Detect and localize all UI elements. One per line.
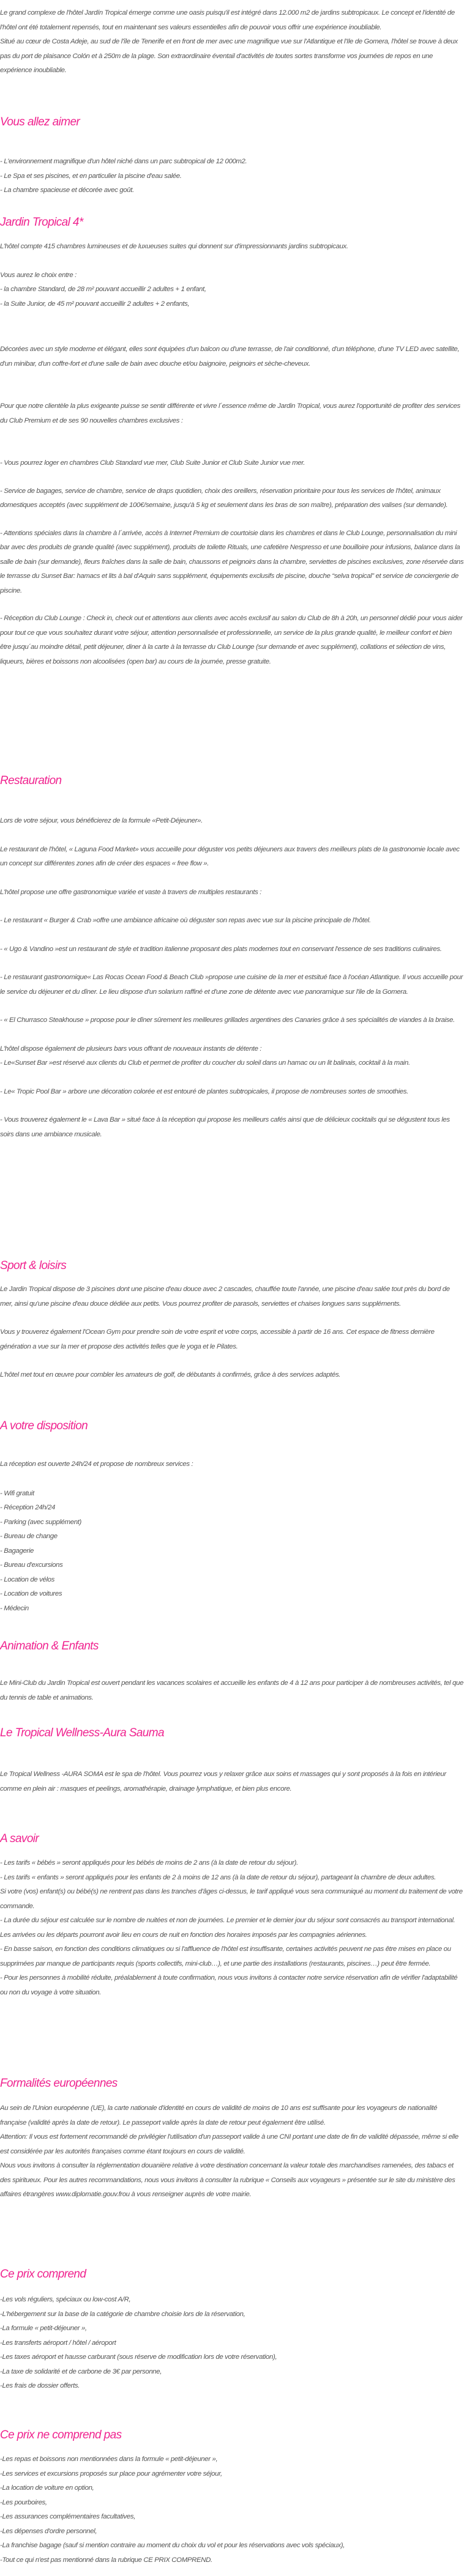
club-attentions: - Attentions spéciales dans la chambre à l´arrivée, accès à Internet Premium de courtoisie dans les chambres et dans le Club Lounge, personnalisation du mini bar avec des produits de grande qualité (avec supplément), produits de toilette Rituals, une cafetière Nespresso et une bouilloire pour infusions, balance dans la salle de bain (sur demande), fleurs fraîches dans la salle de bain, chaussons et peignoirs dans la chambre, serviettes de piscines exclusives, zone réservée dans le terrasse du Sunset Bar: hamacs et lits à bal d'Aquin sans supplément, équipements exclusifs de piscine, douche “selva tropical” et service de conciergerie de piscine. [0,529,464,594]
disposition-intro: La réception est ouverte 24h/24 et propose de nombreux services : [0,1460,193,1468]
section-title-animation: Animation & Enfants [0,1640,99,1653]
intro-section [0,6,464,78]
room-junior: - la Suite Junior, de 45 m² pouvant accueillir 2 adultes + 2 enfants, [0,300,190,308]
offer-text: L'hôtel propose une offre gastronomique variée et vaste à travers de multiples restaurants : [0,888,262,896]
list-item: -La formule « petit-déjeuner », [0,2325,87,2332]
info-item: - Les tarifs « bébés » seront appliqués pour les bébés de moins de 2 ans (à la date de retour du séjour). [0,1859,298,1867]
list-item: -Les vols réguliers, spéciaux ou low-cost A/R, [0,2296,131,2303]
info-item: - La durée du séjour est calculée sur le nombre de nuitées et non de journées. Le premier et le dernier jour du séjour sont consacrés au transport international. Les arrivées ou les départs pourront avoir lieu en cours de nuit en fonction des horaires imposés par les compagnies aériennes. [0,1917,455,1939]
hotel-section [0,240,464,311]
section-title-a-savoir: A savoir [0,1832,39,1845]
formalites-text: Au sein de l'Union européenne (UE), la carte nationale d'identité en cours de validité de moins de 10 ans est suffisante pour les voyageurs de nationalité française (validité après la date de retour). Le passeport valide après la date de retour peut également être utilisé. [0,2104,438,2126]
animation-section [0,1676,464,1705]
bar-tropic: - Le« Tropic Pool Bar » arbore une décoration colorée et est entouré de plantes subtropicales, il propose de nombreuses sortes de smoothies. [0,1087,408,1095]
list-item: -Les repas et boissons non mentionnées dans la formule « petit-déjeuner », [0,2456,218,2463]
sport-section [0,1282,464,1383]
section-title-vous-allez-aimer: Vous allez aimer [0,116,80,128]
club-services: - Service de bagages, service de chambre, service de draps quotidien, choix des oreillers, réservation prioritaire pour tous les services de l'hôtel, animaux domestiques acceptés (avec supplément de 100€/semaine, jusqu'à 5 kg et seulement dans les bras de son maître), préparation des valises (sur demande). [0,487,448,509]
intro-paragraph: Situé au cœur de Costa Adeje, au sud de l'île de Tenerife et en front de mer avec une magnifique vue sur l'Atlantique et l'Ile de Gomera, l'hôtel se trouve à deux pas du port de plaisance Colón et à 250m de la plage. Son extraordinaire éventail d'activités de toutes sortes transforme vos journées de repos en une expérience inoubliable. [0,38,458,74]
list-item: -La location de voiture en option, [0,2484,94,2492]
section-title-disposition: A votre disposition [0,1419,88,1432]
list-item: - Médecin [0,1604,29,1612]
bar-sunset: - Le«Sunset Bar »est réservé aux clients du Club et permet de profiter du coucher du soleil dans un hamac ou un lit balinais, cocktail à la main. [0,1059,410,1067]
section-title-wellness: Le Tropical Wellness-Aura Sauma [0,1727,164,1739]
restaurant-rocas: - Le restaurant gastronomique« Las Rocas Ocean Food & Beach Club »propose une cuisine de la mer et estsitué face à l'océan Atlantique. Il vous accueille pour le service du déjeuner et du dîner. Le lieu dispose d'un solarium raffiné et d'une zone de détente avec vue panoramique sur l'ile de la Gomera. [0,974,463,996]
a-savoir-section [0,1856,464,2000]
list-item: -L'hébergement sur la base de la catégorie de chambre choisie lors de la réservation, [0,2310,245,2318]
list-item: -Les assurances complémentaires facultatives, [0,2513,136,2520]
list-item: -La taxe de solidarité et de carbone de 3€ par personne, [0,2367,162,2375]
formalites-text: Nous vous invitons à consulter la réglementation douanière relative à votre destination concernant la valeur totale des marchandises ramenées, des tabacs et des spiritueux. Pour les autres recommandations, nous vous invitons à consulter la rubrique « Conseils aux voyageurs » présentée sur le site du ministère des affaires étrangères www.diplomatie.gouv.frou à vous renseigner auprès de votre mairie. [0,2162,455,2198]
wellness-section [0,1767,464,1796]
list-item: - Réception 24h/24 [0,1504,55,1511]
section-title-restauration: Restauration [0,774,62,787]
ne-comprend-pas-list [0,2452,464,2567]
bars-intro: L'hôtel dispose également de plusieurs bars vous offrant de nouveaux instants de détente : [0,1045,262,1053]
list-item: -Les frais de dossier offerts. [0,2382,80,2389]
section-title-hotel: Jardin Tropical 4* [0,216,83,229]
list-item: -Tout ce qui n'est pas mentionné dans la rubrique CE PRIX COMPREND. [0,2556,212,2564]
formalites-section [0,2101,464,2202]
list-item: -Les transferts aéroport / hôtel / aéroport [0,2339,116,2347]
restauration-section [0,814,464,1142]
gym-text: Vous y trouverez également l'Ocean Gym pour prendre soin de votre esprit et votre corps, accessible à partir de 16 ans. Cet espace de fitness dernière génération a vue sur la mer et propose des activités telles que le yoga et le Pilates. [0,1328,435,1350]
section-title-formalites: Formalités européennes [0,2077,118,2090]
list-item: -Les pourboires, [0,2498,47,2506]
list-item: - Wifi gratuit [0,1489,34,1497]
room-decor: Décorées avec un style moderne et élégant, elles sont équipées d'un balcon ou d'une terrasse, de l'air conditionné, d'un téléphone, d'une TV LED avec satellite, d'un minibar, d'un coffre-fort et d'une salle de bain avec douche et/ou baignoire, peignoirs et sèche-cheveux. [0,346,460,368]
section-title-sport: Sport & loisirs [0,1259,67,1272]
section-title-ne-comprend-pas: Ce prix ne comprend pas [0,2429,122,2441]
formalites-text: Attention: Il vous est fortement recommandé de privilégier l'utilisation d'un passeport valide à une CNI portant une date de fin de validité dépassée, même si elle est considérée par les autorités françaises comme étant toujours en cours de validité. [0,2133,458,2155]
list-item: -La franchise bagage (sauf si mention contraire au moment du choix du vol et pour les réservations avec vols spéciaux), [0,2542,345,2549]
comprend-list [0,2293,464,2394]
list-item: - Location de voitures [0,1590,62,1597]
club-rooms: - Vous pourrez loger en chambres Club Standard vue mer, Club Suite Junior et Club Suite Junior vue mer. [0,459,305,467]
info-item: - Pour les personnes à mobilité réduite, préalablement à toute confirmation, nous vous invitons à contacter notre service réservation afin de vérifier l'adaptabilité ou non du voyage à votre situation. [0,1974,458,1996]
formula-text: Lors de votre séjour, vous bénéficierez de la formule «Petit-Déjeuner». [0,817,203,824]
restaurant-burger: - Le restaurant « Burger & Crab »offre une ambiance africaine où déguster son repas avec vue sur la piscine principale de l'hôtel. [0,917,371,924]
pools-text: Le Jardin Tropical dispose de 3 piscines dont une piscine d'eau douce avec 2 cascades, chauffée toute l'année, une piscine d'eau salée tout près du bord de mer, ainsi qu'une piscine d'eau douce dédiée aux petits. Vous pourrez profiter de parasols, serviettes et chaises longues sans suppléments. [0,1286,450,1308]
list-item: - Bureau de change [0,1533,58,1540]
restaurant-churrasco: - « El Churrasco Steakhouse » propose pour le dîner sûrement les meilleures grillades argentines des Canaries grâce à ses spécialités de viandes à la braise. [0,1016,455,1024]
highlights-list [0,155,464,198]
disposition-section [0,1457,464,1616]
wellness-text: Le Tropical Wellness -AURA SOMA est le spa de l'hôtel. Vous pourrez vous y relaxer grâce aux soins et massages qui y sont proposés à la fois en intérieur comme en plein air : masques et peelings, aromathérapie, drainage lymphatique, et bien plus encore. [0,1771,446,1793]
bar-lava: - Vous trouverez également le « Lava Bar » situé face à la réception qui propose les meilleurs cafés ainsi que de délicieux cocktails qui se dégustent tous les soirs dans une ambiance musicale. [0,1116,450,1138]
list-item: - Le Spa et ses piscines, et en particulier la piscine d'eau salée. [0,172,182,180]
club-intro: Pour que notre clientèle la plus exigeante puisse se sentir différente et vivre l´essence même de Jardin Tropical, vous aurez l'opportunité de profiter des services du Club Premium et de ses 90 nouvelles chambres exclusives : [0,402,460,424]
room-standard: - la chambre Standard, de 28 m² pouvant accueillir 2 adultes + 1 enfant, [0,286,206,293]
list-item: -Les taxes aéroport et hausse carburant (sous réserve de modification lors de votre réservation), [0,2353,277,2361]
section-title-comprend: Ce prix comprend [0,2268,86,2281]
hotel-intro: L'hôtel compte 415 chambres lumineuses et de luxueuses suites qui donnent sur d'impressionnants jardins subtropicaux. [0,243,348,250]
hotel-details [0,342,464,669]
golf-text: L'hôtel met tout en œuvre pour combler les amateurs de golf, de débutants à confirmés, grâce à des services adaptés. [0,1371,341,1379]
list-item: - L'environnement magnifique d'un hôtel niché dans un parc subtropical de 12 000m2. [0,158,247,165]
list-item: -Les dépenses d'ordre personnel, [0,2527,97,2535]
room-choice-label: Vous aurez le choix entre : [0,271,77,279]
info-item: Si votre (vos) enfant(s) ou bébé(s) ne rentrent pas dans les tranches d'âges ci-dessus, le tarif appliqué vous sera communiqué au moment du traitement de votre commande. [0,1888,463,1910]
club-lounge: - Réception du Club Lounge : Check in, check out et attentions aux clients avec accès exclusif au salon du Club de 8h à 20h, un personnel dédié pour vous aider pour tout ce que vous souhaitez durant votre séjour, attention personnalisée et professionnelle, un service de la plus grande qualité, le meilleur confort et bien être jusqu´au moindre détail, petit déjeuner, diner à la carte à la terrasse du Club Lounge (sur demande et avec supplément), collations et sélection de vins, liqueurs, bières et boissons non alcoolisées (open bar) au cours de la journée, presse gratuite. [0,615,463,665]
restaurant-ugo: - « Ugo & Vandino »est un restaurant de style et tradition italienne proposant des plats modernes tout en conservant l'essence de ses traditions culinaires. [0,945,442,953]
info-item: - En basse saison, en fonction des conditions climatiques ou si l'affluence de l'hôtel est insuffisante, certaines activités peuvent ne pas être mises en place ou supprimées par manque de participants requis (sports collectifs, mini-club…), et une partie des installations (restaurants, piscines…) peut être fermée. [0,1945,451,1967]
list-item: - Bagagerie [0,1547,34,1555]
services-list [0,1487,464,1616]
list-item: - Bureau d'excursions [0,1561,63,1569]
laguna-text: Le restaurant de l'hôtel, « Laguna Food Market» vous accueille pour déguster vos petits déjeuners aux travers des meilleurs plats de la gastronomie locale avec un concept sur différentes zones afin de créer des espaces « free flow ». [0,845,460,867]
intro-paragraph: Le grand complexe de l'hôtel Jardín Tropical émerge comme une oasis puisqu'il est intégré dans 12.000 m2 de jardins subtropicaux. Le concept et l'identité de l'hôtel ont été totalement repensés, tout en maintenant ses valeurs essentielles afin de pouvoir vous offrir une expérience inoubliable. [0,9,455,31]
list-item: - Parking (avec supplément) [0,1518,81,1526]
animation-text: Le Mini-Club du Jardin Tropical est ouvert pendant les vacances scolaires et accueille les enfants de 4 à 12 ans pour participer à de nombreuses activités, tel que du tennis de table et animations. [0,1679,463,1701]
info-item: - Les tarifs « enfants » seront appliqués pour les enfants de 2 à moins de 12 ans (à la date de retour du séjour), partageant la chambre de deux adultes. [0,1873,436,1881]
list-item: -Les services et excursions proposés sur place pour agrémenter votre séjour, [0,2470,222,2478]
list-item: - Location de vélos [0,1575,54,1583]
list-item: - La chambre spacieuse et décorée avec goût. [0,187,134,194]
